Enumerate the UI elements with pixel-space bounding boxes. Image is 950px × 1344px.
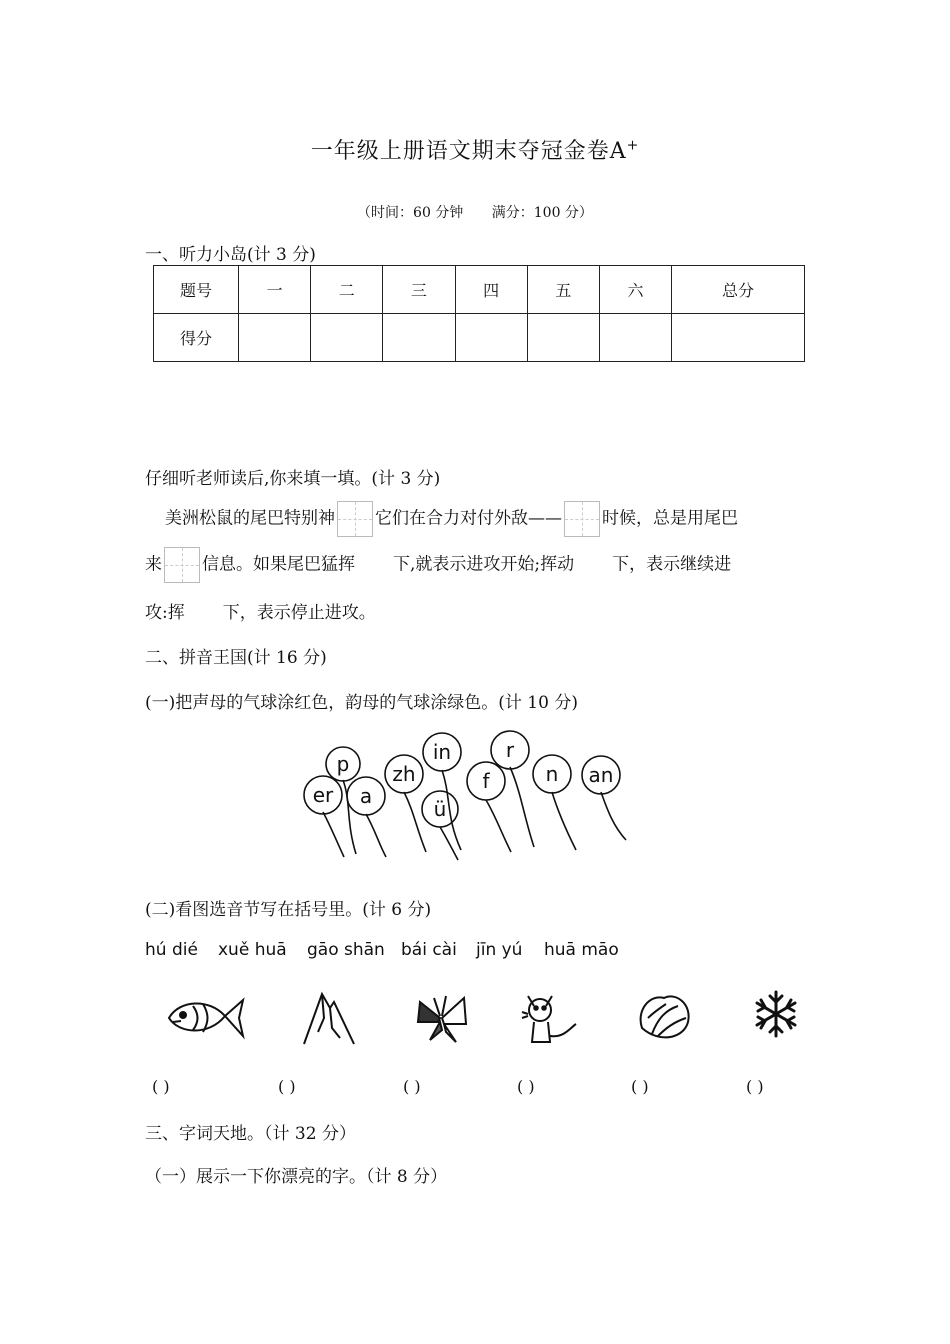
svg-text:p: p <box>336 752 350 776</box>
score-col-4: 四 <box>455 266 527 314</box>
pinyin-word: huā māo <box>544 940 619 960</box>
balloons-illustration <box>296 722 646 867</box>
answer-parentheses[interactable]: ( ) <box>746 1077 764 1096</box>
passage-line-3: 攻:挥 下，表示停止进攻。 <box>145 603 376 623</box>
section1-heading: 一、听力小岛(计 3 分) <box>145 245 316 265</box>
butterfly-icon <box>412 988 472 1048</box>
answer-parentheses[interactable]: ( ) <box>631 1077 649 1096</box>
pinyin-word: jīn yú <box>476 940 523 960</box>
pinyin-word: bái cài <box>401 940 457 960</box>
cat-icon <box>520 988 580 1048</box>
page-title: 一年级上册语文期末夺冠金卷A+ <box>310 137 640 164</box>
balloon[interactable] <box>304 776 342 814</box>
svg-text:an: an <box>588 763 614 787</box>
balloon[interactable] <box>582 756 620 794</box>
answer-parentheses[interactable]: ( ) <box>278 1077 296 1096</box>
score-col-3: 三 <box>383 266 455 314</box>
pinyin-word: hú dié <box>145 940 198 960</box>
score-cell[interactable] <box>455 314 527 362</box>
score-col-6: 六 <box>599 266 671 314</box>
score-cell[interactable] <box>311 314 383 362</box>
score-col-2: 二 <box>311 266 383 314</box>
section1-instruction: 仔细听老师读后,你来填一填。(计 3 分) <box>145 469 441 489</box>
passage-line-1: 美洲松鼠的尾巴特别神 它们在合力对付外敌—— 时候，总是用尾巴 <box>165 501 738 537</box>
svg-text:n: n <box>545 762 559 786</box>
exam-time: （时间：60 分钟 <box>357 205 464 221</box>
exam-full-score: 满分：100 分） <box>491 205 593 221</box>
passage-line-2: 来 信息。如果尾巴猛挥 下,就表示进攻开始;挥动 下，表示继续进 <box>145 547 731 583</box>
score-cell[interactable] <box>672 314 805 362</box>
answer-box[interactable] <box>337 501 373 537</box>
score-cell[interactable] <box>239 314 311 362</box>
svg-text:ü: ü <box>433 797 447 821</box>
score-col-1: 一 <box>239 266 311 314</box>
score-col-5: 五 <box>527 266 599 314</box>
balloon[interactable] <box>422 791 458 827</box>
balloon[interactable] <box>533 755 571 793</box>
answer-parentheses[interactable]: ( ) <box>517 1077 535 1096</box>
svg-text:zh: zh <box>392 762 416 786</box>
score-row2-label: 得分 <box>154 314 239 362</box>
balloon[interactable] <box>326 747 360 781</box>
svg-text:r: r <box>505 738 515 762</box>
section3-part1: （一）展示一下你漂亮的字。（计 8 分） <box>145 1167 448 1187</box>
svg-text:er: er <box>312 783 334 807</box>
score-cell[interactable] <box>383 314 455 362</box>
section3-heading: 三、字词天地。（计 32 分） <box>145 1124 356 1144</box>
pinyin-word: xuě huā <box>218 940 287 960</box>
section2-part2: (二)看图选音节写在括号里。(计 6 分) <box>145 900 432 920</box>
balloon[interactable] <box>491 731 529 769</box>
section2-heading: 二、拼音王国(计 16 分) <box>145 648 327 668</box>
svg-text:a: a <box>359 784 373 808</box>
fish-icon <box>163 988 249 1048</box>
balloon[interactable] <box>467 762 505 800</box>
section2-part1: (一)把声母的气球涂红色，韵母的气球涂绿色。(计 10 分) <box>145 693 578 713</box>
pinyin-word: gāo shān <box>307 940 385 960</box>
svg-text:in: in <box>432 740 452 764</box>
cabbage-icon <box>632 988 696 1048</box>
svg-text:f: f <box>482 769 490 793</box>
snowflake-icon <box>752 988 800 1040</box>
balloon[interactable] <box>423 733 461 771</box>
score-table-header-row <box>154 266 805 314</box>
score-cell[interactable] <box>527 314 599 362</box>
answer-parentheses[interactable]: ( ) <box>152 1077 170 1096</box>
mountain-icon <box>300 988 358 1048</box>
score-col-total: 总分 <box>672 266 805 314</box>
score-cell[interactable] <box>599 314 671 362</box>
answer-parentheses[interactable]: ( ) <box>403 1077 421 1096</box>
balloon[interactable] <box>385 755 423 793</box>
exam-meta <box>0 202 950 222</box>
score-table <box>153 265 805 362</box>
score-table-score-row <box>154 314 805 362</box>
score-row1-label: 题号 <box>154 266 239 314</box>
answer-box[interactable] <box>164 547 200 583</box>
balloon[interactable] <box>347 777 385 815</box>
answer-box[interactable] <box>564 501 600 537</box>
